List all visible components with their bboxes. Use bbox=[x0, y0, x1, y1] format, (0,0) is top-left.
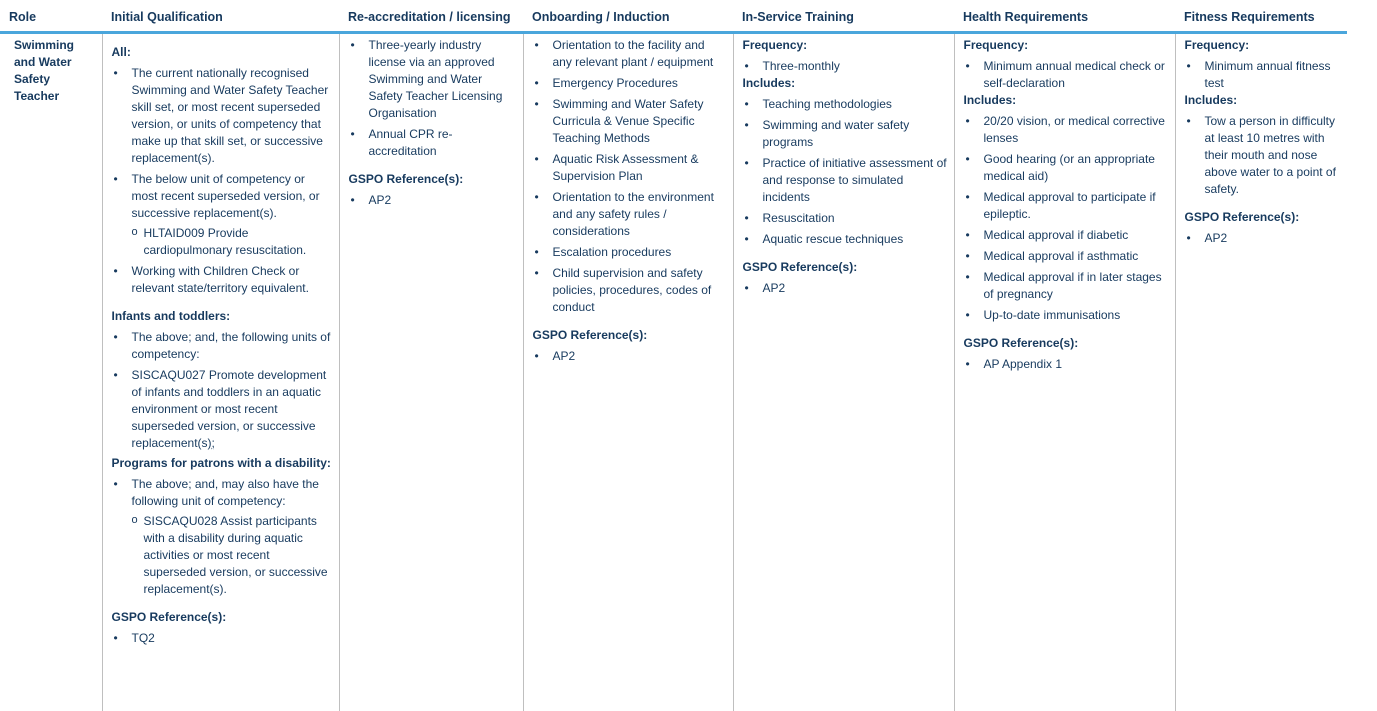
header-initial-qualification: Initial Qualification bbox=[102, 0, 339, 33]
list-item: • Practice of initiative assessment of and response to simulated incidents bbox=[743, 155, 948, 206]
initial-qualification-cell bbox=[102, 33, 339, 711]
list-item: • Three-monthly bbox=[743, 58, 948, 75]
gspo-list bbox=[743, 280, 948, 297]
gspo-heading: GSPO Reference(s): bbox=[533, 327, 727, 344]
list-item: • Emergency Procedures bbox=[533, 75, 727, 92]
list-item: • The below unit of competency or most recent superseded version, or successive replacement(s). o HLTAID009 Provide cardiopulmonary resuscitation. bbox=[112, 171, 333, 259]
list-item: • Good hearing (or an appropriate medical aid) bbox=[964, 151, 1169, 185]
disability-list bbox=[112, 476, 333, 598]
list-item: • Resuscitation bbox=[743, 210, 948, 227]
list-item: • Three-yearly industry license via an approved Swimming and Water Safety Teacher Licensing Organisation bbox=[349, 37, 517, 122]
gspo-heading: GSPO Reference(s): bbox=[743, 259, 948, 276]
list-item: • SISCAQU027 Promote development of infants and toddlers in an aquatic environment or most recent superseded version, or successive replacement(s); bbox=[112, 367, 333, 452]
role-name: Swimming and Water Safety Teacher bbox=[14, 37, 96, 105]
list-item: • Minimum annual fitness test bbox=[1185, 58, 1342, 92]
list-item: • Orientation to the facility and any relevant plant / equipment bbox=[533, 37, 727, 71]
gspo-heading: GSPO Reference(s): bbox=[112, 609, 333, 626]
list-item: • Annual CPR re-accreditation bbox=[349, 126, 517, 160]
sub-list-item: o SISCAQU028 Assist participants with a disability during aquatic activities or most recent superseded version, or successive replacement(s). bbox=[132, 513, 333, 598]
list-item: • The above; and, the following units of competency: bbox=[112, 329, 333, 363]
gspo-list bbox=[112, 630, 333, 647]
list-item: • Aquatic Risk Assessment & Supervision Plan bbox=[533, 151, 727, 185]
list-item: • Medical approval if asthmatic bbox=[964, 248, 1169, 265]
includes-heading: Includes: bbox=[743, 75, 948, 92]
list-item: • Minimum annual medical check or self-declaration bbox=[964, 58, 1169, 92]
list-item: • Medical approval to participate if epileptic. bbox=[964, 189, 1169, 223]
includes-list bbox=[964, 113, 1169, 324]
header-reaccreditation: Re-accreditation / licensing bbox=[339, 0, 523, 33]
includes-heading: Includes: bbox=[964, 92, 1169, 109]
gspo-item: • TQ2 bbox=[112, 630, 333, 647]
sub-list-item: o HLTAID009 Provide cardiopulmonary resuscitation. bbox=[132, 225, 333, 259]
list-item: • Medical approval if in later stages of pregnancy bbox=[964, 269, 1169, 303]
frequency-list bbox=[743, 58, 948, 75]
list-item: • Orientation to the environment and any safety rules / considerations bbox=[533, 189, 727, 240]
header-onboarding: Onboarding / Induction bbox=[523, 0, 733, 33]
frequency-heading: Frequency: bbox=[743, 37, 948, 54]
gspo-item: • AP Appendix 1 bbox=[964, 356, 1169, 373]
gspo-item: • AP2 bbox=[1185, 230, 1342, 247]
header-fitness-requirements: Fitness Requirements bbox=[1175, 0, 1347, 33]
list-item: • Tow a person in difficulty at least 10 metres with their mouth and nose above water to a point of safety. bbox=[1185, 113, 1342, 198]
frequency-list bbox=[1185, 58, 1342, 92]
gspo-list bbox=[349, 192, 517, 209]
includes-list bbox=[743, 96, 948, 248]
disability-heading: Programs for patrons with a disability: bbox=[112, 455, 333, 472]
gspo-heading: GSPO Reference(s): bbox=[1185, 209, 1342, 226]
includes-heading: Includes: bbox=[1185, 92, 1342, 109]
list-item: • Escalation procedures bbox=[533, 244, 727, 261]
list-item: • Working with Children Check or relevant state/territory equivalent. bbox=[112, 263, 333, 297]
list-item: • Swimming and Water Safety Curricula & Venue Specific Teaching Methods bbox=[533, 96, 727, 147]
fitness-cell bbox=[1175, 33, 1347, 711]
header-row bbox=[0, 0, 1347, 33]
list-item: • The current nationally recognised Swimming and Water Safety Teacher skill set, or most recent superseded version, or units of competency that make up that skill set, or successive replacement(s). bbox=[112, 65, 333, 167]
list-item: • 20/20 vision, or medical corrective lenses bbox=[964, 113, 1169, 147]
reaccreditation-list bbox=[349, 37, 517, 160]
list-item: • Up-to-date immunisations bbox=[964, 307, 1169, 324]
frequency-heading: Frequency: bbox=[1185, 37, 1342, 54]
health-cell bbox=[954, 33, 1175, 711]
gspo-list bbox=[533, 348, 727, 365]
list-item: • Aquatic rescue techniques bbox=[743, 231, 948, 248]
list-item: • Teaching methodologies bbox=[743, 96, 948, 113]
list-item: • The above; and, may also have the following unit of competency: o SISCAQU028 Assist participants with a disability during aquatic activities or most recent superseded version, or successive replacement(s). bbox=[112, 476, 333, 598]
onboarding-list bbox=[533, 37, 727, 316]
list-item: • Child supervision and safety policies, procedures, codes of conduct bbox=[533, 265, 727, 316]
sub-list bbox=[132, 513, 333, 598]
table-row bbox=[0, 33, 1347, 711]
all-list bbox=[112, 65, 333, 297]
frequency-heading: Frequency: bbox=[964, 37, 1169, 54]
header-in-service-training: In-Service Training bbox=[733, 0, 954, 33]
header-role: Role bbox=[0, 0, 102, 33]
gspo-item: • AP2 bbox=[743, 280, 948, 297]
infants-list bbox=[112, 329, 333, 452]
gspo-item: • AP2 bbox=[533, 348, 727, 365]
infants-heading: Infants and toddlers: bbox=[112, 308, 333, 325]
header-health-requirements: Health Requirements bbox=[954, 0, 1175, 33]
frequency-list bbox=[964, 58, 1169, 92]
includes-list bbox=[1185, 113, 1342, 198]
reaccreditation-cell bbox=[339, 33, 523, 711]
gspo-heading: GSPO Reference(s): bbox=[349, 171, 517, 188]
list-item: • Medical approval if diabetic bbox=[964, 227, 1169, 244]
sub-list bbox=[132, 225, 333, 259]
all-heading: All: bbox=[112, 44, 333, 61]
gspo-list bbox=[964, 356, 1169, 373]
in-service-cell bbox=[733, 33, 954, 711]
onboarding-cell bbox=[523, 33, 733, 711]
list-item: • Swimming and water safety programs bbox=[743, 117, 948, 151]
gspo-heading: GSPO Reference(s): bbox=[964, 335, 1169, 352]
gspo-list bbox=[1185, 230, 1342, 247]
gspo-item: • AP2 bbox=[349, 192, 517, 209]
role-cell bbox=[0, 33, 102, 711]
